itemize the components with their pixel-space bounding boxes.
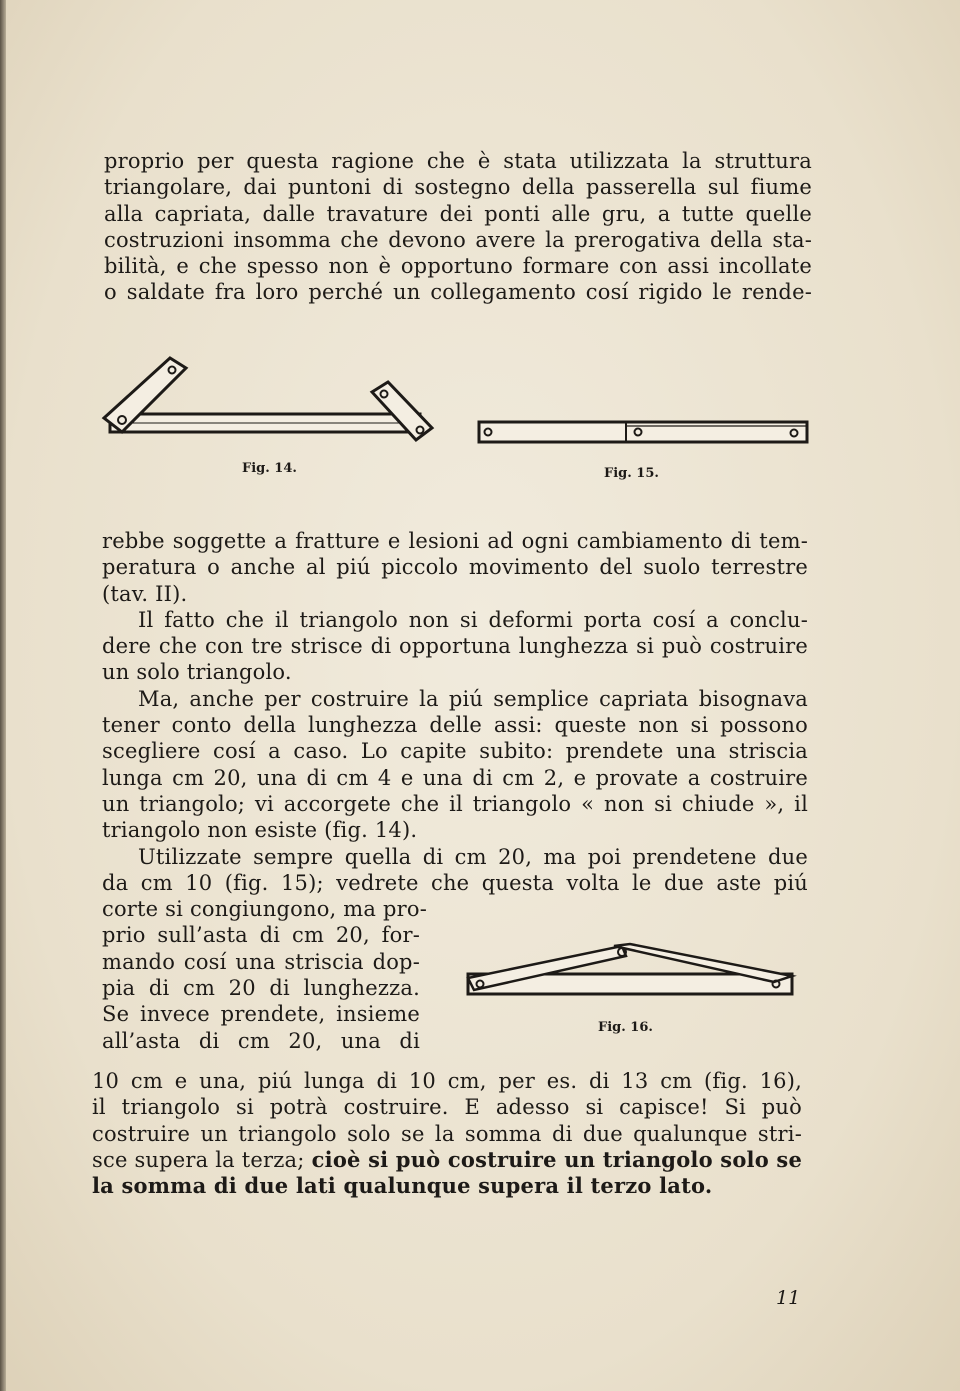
- text-line: scegliere cosí a caso. Lo capite subito: prendete una striscia: [102, 739, 808, 764]
- text-line: alla capriata, dalle travature dei ponti alle gru, a tutte quelle: [104, 201, 812, 226]
- figure-16-caption: Fig. 16.: [598, 1020, 653, 1035]
- text-line: all’asta di cm 20, una di: [102, 1028, 420, 1053]
- figure-14-caption: Fig. 14.: [242, 461, 297, 476]
- bold-rule-fragment: cioè si può costruire un triangolo solo se: [311, 1146, 802, 1172]
- text-line: Il fatto che il triangolo non si deformi porta cosí a conclu-: [138, 607, 808, 632]
- text-line: un solo triangolo.: [102, 660, 292, 685]
- text-line: rebbe soggette a fratture e lesioni ad ogni cambiamento di tem-: [102, 529, 808, 553]
- text-line: (tav. II).: [102, 581, 188, 606]
- text-line: mando cosí una striscia dop-: [102, 949, 420, 974]
- text-line: triangolare, dai puntoni di sostegno della passerella sul fiume: [104, 175, 812, 200]
- paragraph-intro: [104, 148, 812, 306]
- text-fragment: sce supera la terza;: [92, 1147, 305, 1172]
- figure-15-caption: Fig. 15.: [604, 466, 659, 481]
- text-line: Ma, anche per costruire la piú semplice capriata bisognava: [138, 686, 808, 711]
- text-line: 10 cm e una, piú lunga di 10 cm, per es. di 13 cm (fig. 16),: [92, 1069, 802, 1093]
- text-line: lunga cm 20, una di cm 4 e una di cm 2, e provate a costruire: [102, 765, 808, 790]
- figure-14-open-triangle: [100, 352, 440, 442]
- text-line: tener conto della lunghezza delle assi: queste non si possono: [102, 713, 808, 738]
- text-line: dere che con tre strisce di opportuna lunghezza si può costruire: [102, 634, 808, 659]
- text-line: costruire un triangolo solo se la somma di due qualunque stri-: [92, 1121, 802, 1146]
- text-line: il triangolo si potrà costruire. E adesso si capisce! Si può: [92, 1095, 802, 1120]
- text-line: bilità, e che spesso non è opportuno formare con assi incollate: [104, 254, 812, 279]
- figure-16-flat-triangle: [462, 942, 802, 1002]
- page-number: 11: [776, 1287, 801, 1309]
- bold-rule-line: la somma di due lati qualunque supera il terzo lato.: [92, 1173, 713, 1199]
- figure-15-double-strip: [476, 418, 816, 448]
- text-line: costruzioni insomma che devono avere la prerogativa della sta-: [104, 227, 812, 252]
- text-line: triangolo non esiste (fig. 14).: [102, 818, 418, 843]
- page-spine-shadow: [0, 0, 6, 1391]
- text-line: un triangolo; vi accorgete che il triangolo « non si chiude », il: [102, 791, 808, 816]
- text-line: [92, 1147, 802, 1173]
- paragraph-conclusion: [92, 1068, 802, 1199]
- text-line: corte si congiungono, ma pro-: [102, 897, 428, 922]
- text-line: da cm 10 (fig. 15); vedrete che questa volta le due aste piú: [102, 870, 808, 895]
- text-line: Se invece prendete, insieme: [102, 1002, 420, 1027]
- text-line: o saldate fra loro perché un collegamento cosí rigido le rende-: [104, 280, 812, 305]
- text-line: prio sull’asta di cm 20, for-: [102, 923, 420, 948]
- text-line: proprio per questa ragione che è stata utilizzata la struttura: [104, 149, 812, 173]
- text-line: Utilizzate sempre quella di cm 20, ma poi prendetene due: [138, 844, 808, 869]
- text-line: pia di cm 20 di lunghezza.: [102, 976, 420, 1001]
- text-line: peratura o anche al piú piccolo movimento del suolo terrestre: [102, 555, 808, 580]
